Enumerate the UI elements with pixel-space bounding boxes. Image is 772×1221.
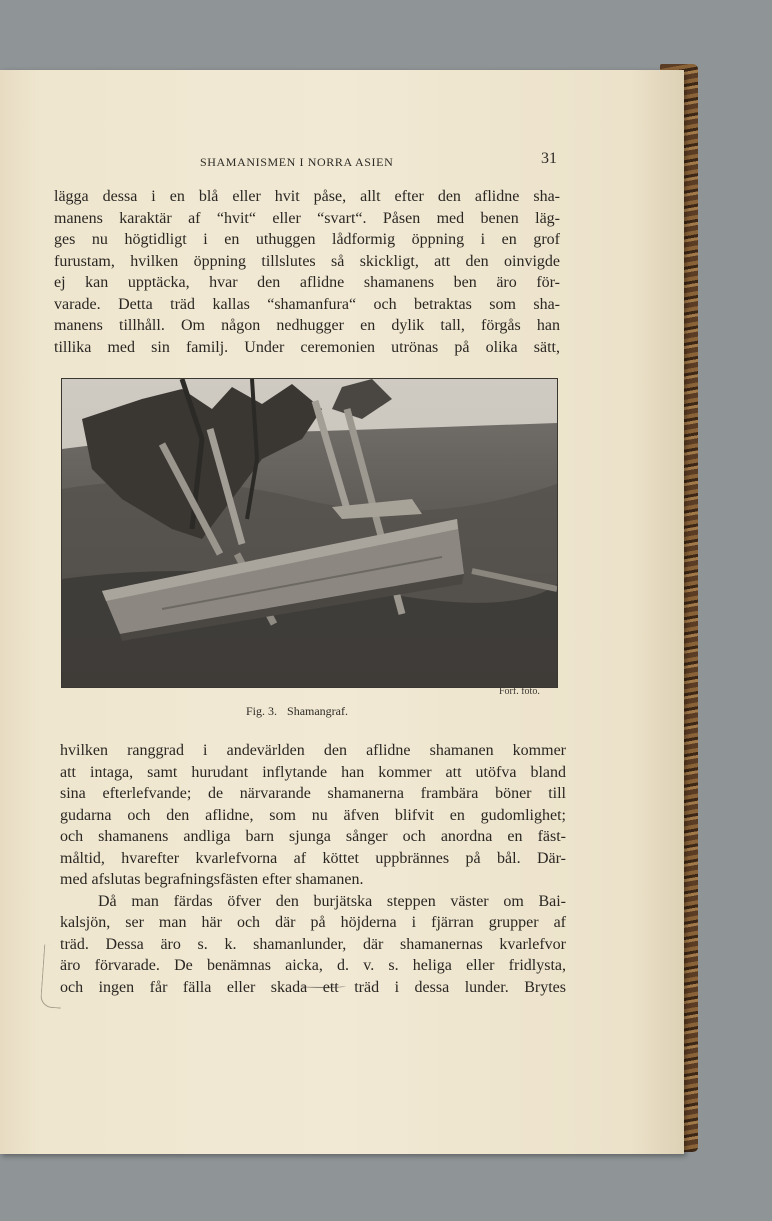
text-line: varade. Detta träd kallas “shamanfura“ och betraktas som sha- <box>54 295 560 313</box>
text-line: ej kan upptäcka, hvar den aflidne shamanens ben äro för- <box>54 274 560 291</box>
photo-credit: Förf. foto. <box>499 686 540 697</box>
figure-caption <box>246 704 358 719</box>
text-line: med afslutas begrafningsfästen efter shamanen. <box>60 871 364 888</box>
figure-title: Shamangraf. <box>287 704 348 718</box>
pencil-margin-mark <box>40 944 65 1008</box>
paragraph-bottom <box>60 740 566 998</box>
text-line: och ingen får fälla eller skada ett träd i dessa lunder. Brytes <box>60 978 566 996</box>
page-number: 31 <box>541 150 557 167</box>
text-line: tillika med sin familj. Under ceremonien utrönas på olika sätt, <box>54 338 560 356</box>
text-line: Då man färdas öfver den burjätska steppen väster om Bai- <box>98 892 566 910</box>
text-line: manens tillhåll. Om någon nedhugger en dylik tall, förgås han <box>54 317 560 334</box>
paragraph-top <box>54 186 560 358</box>
text-line: måltid, hvarefter kvarlefvorna af köttet uppbrännes på bål. Där- <box>60 849 566 867</box>
text-line: sina efterlefvande; de närvarande shamanerna frambära böner till <box>60 785 566 802</box>
figure-label: Fig. 3. <box>246 704 278 718</box>
text-line: att intaga, samt hurudant inflytande han kommer att utöfva bland <box>60 763 566 781</box>
text-line: träd. Dessa äro s. k. shamanlunder, där shamanernas kvarlefvor <box>60 935 566 953</box>
shaman-grave-photo <box>61 378 558 688</box>
text-line: furustam, hvilken öppning tillslutes så skickligt, att den oinvigde <box>54 252 560 270</box>
text-line: hvilken ranggrad i andevärlden den aflidne shamanen kommer <box>60 742 566 759</box>
text-line: ges nu högtidligt i en uthuggen lådformig öppning i en grof <box>54 231 560 248</box>
pencil-underline-mark <box>300 984 346 988</box>
running-head: SHAMANISMEN I NORRA ASIEN <box>200 155 394 169</box>
text-line: kalsjön, ser man här och där på höjderna i fjärran grupper af <box>60 914 566 931</box>
text-line: äro förvarade. De benämnas aicka, d. v. s. heliga eller fridlysta, <box>60 957 566 974</box>
text-line: lägga dessa i en blå eller hvit påse, allt efter den aflidne sha- <box>54 188 560 205</box>
text-line: gudarna och den aflidne, som nu äfven blifvit en gudomlighet; <box>60 806 566 824</box>
text-line: och shamanens andliga barn sjunga sånger och anordna en fäst- <box>60 828 566 845</box>
book-page <box>0 70 684 1154</box>
text-line: manens karaktär af “hvit“ eller “svart“. Påsen med benen läg- <box>54 209 560 227</box>
